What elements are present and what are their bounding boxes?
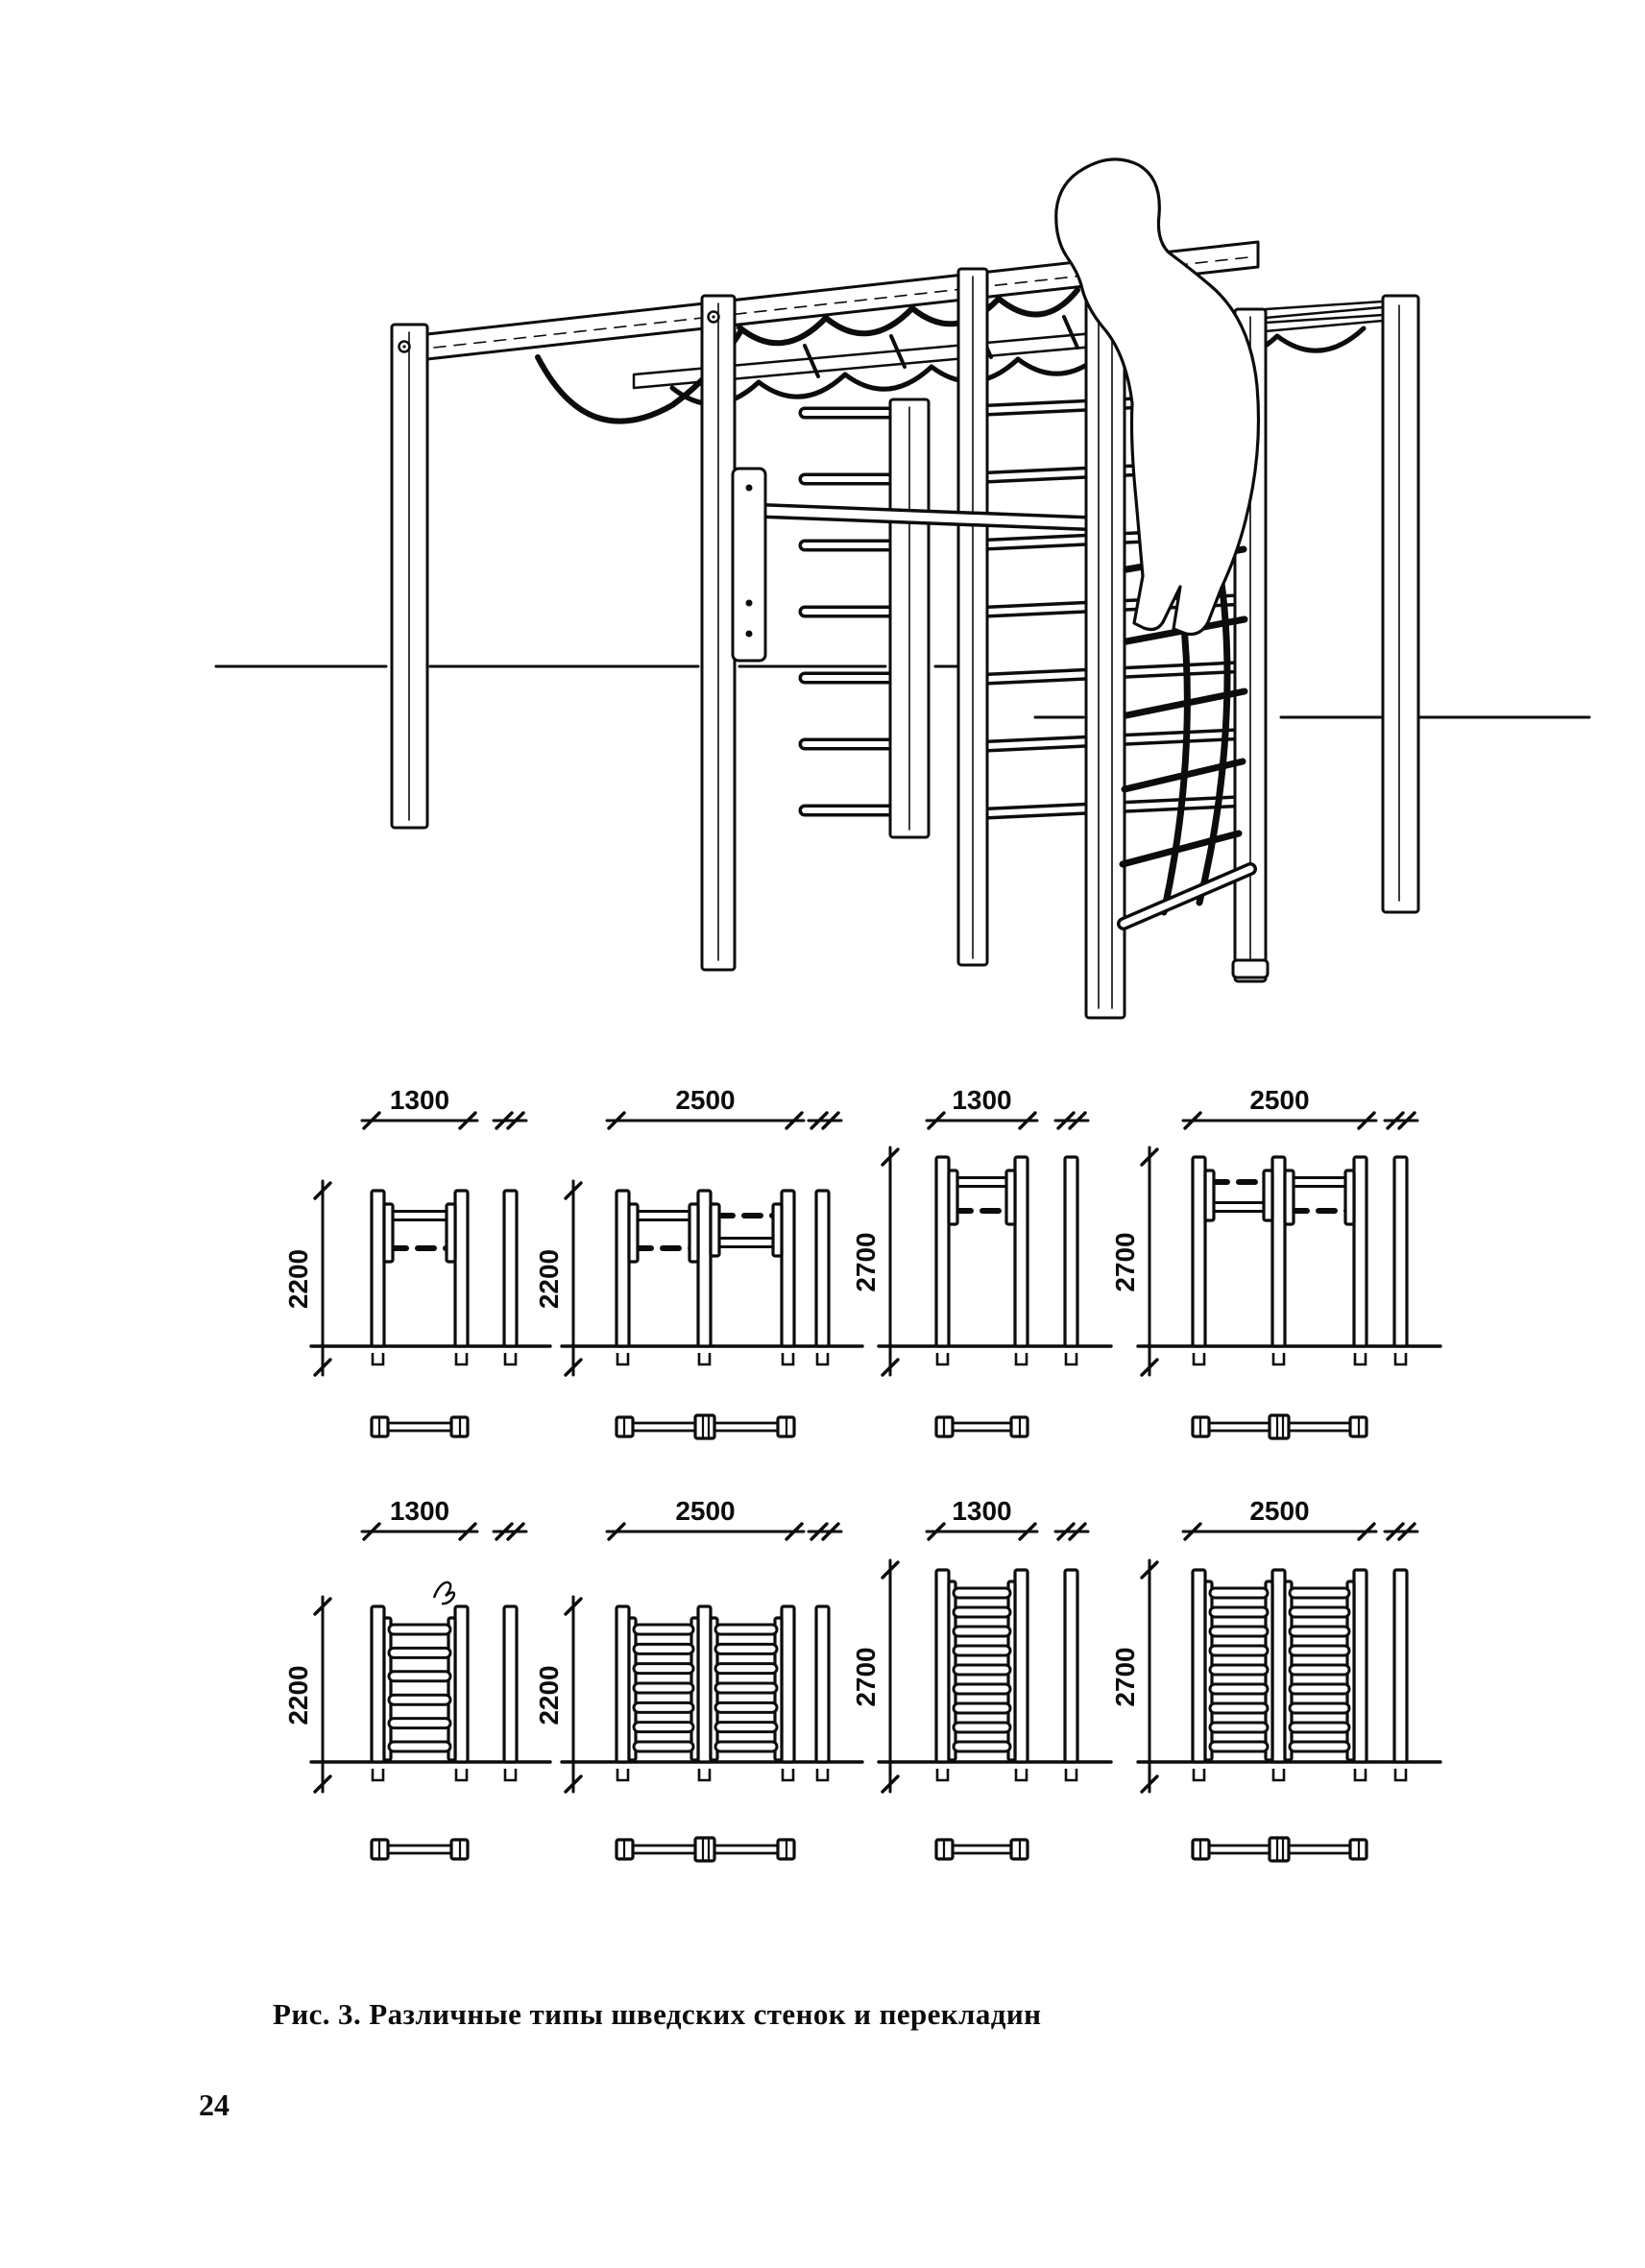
height-dimension: [1110, 1147, 1157, 1375]
width-dimension: [362, 1496, 477, 1539]
height-dimension-label: 2200: [534, 1665, 564, 1725]
plan-view: [617, 1838, 794, 1861]
width-dimension: [607, 1496, 804, 1539]
width-dimension: [927, 1496, 1037, 1539]
figure-caption: Рис. 3. Различные типы шведских стенок и перекладин: [273, 1997, 1042, 2031]
plan-view: [936, 1417, 1028, 1436]
height-dimension-label: 2700: [851, 1232, 881, 1292]
plan-view: [372, 1840, 468, 1859]
width-dimension-label: 1300: [952, 1496, 1012, 1526]
height-dimension: [851, 1560, 898, 1792]
gap-dimension: [1385, 1524, 1417, 1539]
gap-dimension: [809, 1113, 841, 1128]
width-dimension: [607, 1085, 804, 1128]
height-dimension-label: 2700: [1110, 1647, 1140, 1707]
width-dimension-label: 2500: [675, 1085, 736, 1115]
width-dimension: [1183, 1496, 1376, 1539]
diagram-bar-frame-2500x2700: [1110, 1085, 1440, 1438]
plan-view: [936, 1840, 1028, 1859]
plan-view: [1193, 1838, 1367, 1861]
plan-view: [372, 1417, 468, 1436]
gap-dimension: [1055, 1113, 1088, 1128]
gap-dimension: [494, 1113, 526, 1128]
height-dimension-label: 2200: [283, 1665, 313, 1725]
perspective-drawing: [216, 159, 1589, 1018]
height-dimension-label: 2200: [283, 1248, 313, 1310]
gap-dimension: [1385, 1113, 1417, 1128]
width-dimension-label: 2500: [1249, 1496, 1310, 1526]
height-dimension-label: 2200: [534, 1248, 564, 1310]
width-dimension-label: 1300: [389, 1496, 450, 1526]
width-dimension: [1183, 1085, 1376, 1128]
height-dimension: [283, 1181, 330, 1375]
width-dimension: [362, 1085, 477, 1128]
width-dimension-label: 1300: [389, 1085, 450, 1115]
diagram-wall-bars-1300x2200: [283, 1496, 550, 1859]
diagram-wall-bars-1300x2700: [851, 1496, 1111, 1859]
gap-dimension: [494, 1524, 526, 1539]
net-frame-post: [1086, 253, 1125, 1018]
diagram-bar-frame-1300x2200: [283, 1085, 550, 1436]
width-dimension-label: 2500: [675, 1496, 736, 1526]
height-dimension: [1110, 1560, 1157, 1792]
gap-dimension: [1055, 1524, 1088, 1539]
left-end-post: [392, 325, 427, 828]
height-dimension: [851, 1147, 898, 1375]
width-dimension-label: 1300: [952, 1085, 1012, 1115]
gap-dimension: [809, 1524, 841, 1539]
diagram-bar-frame-1300x2700: [851, 1085, 1111, 1436]
plan-view: [617, 1415, 794, 1438]
page-number: 24: [199, 2087, 230, 2122]
dimension-diagrams: [283, 1085, 1440, 1861]
width-dimension: [927, 1085, 1037, 1128]
middle-post: [702, 296, 735, 970]
far-right-post: [1383, 296, 1418, 912]
height-dimension-label: 2700: [851, 1647, 881, 1707]
wall-bars-ladder: [805, 399, 929, 837]
diagram-wall-bars-2500x2200: [534, 1496, 862, 1861]
diagram-wall-bars-2500x2700: [1110, 1496, 1440, 1861]
height-dimension-label: 2700: [1110, 1232, 1140, 1292]
diagram-bar-frame-2500x2200: [534, 1085, 862, 1438]
height-dimension: [283, 1597, 330, 1792]
width-dimension-label: 2500: [1249, 1085, 1310, 1115]
plan-view: [1193, 1415, 1367, 1438]
